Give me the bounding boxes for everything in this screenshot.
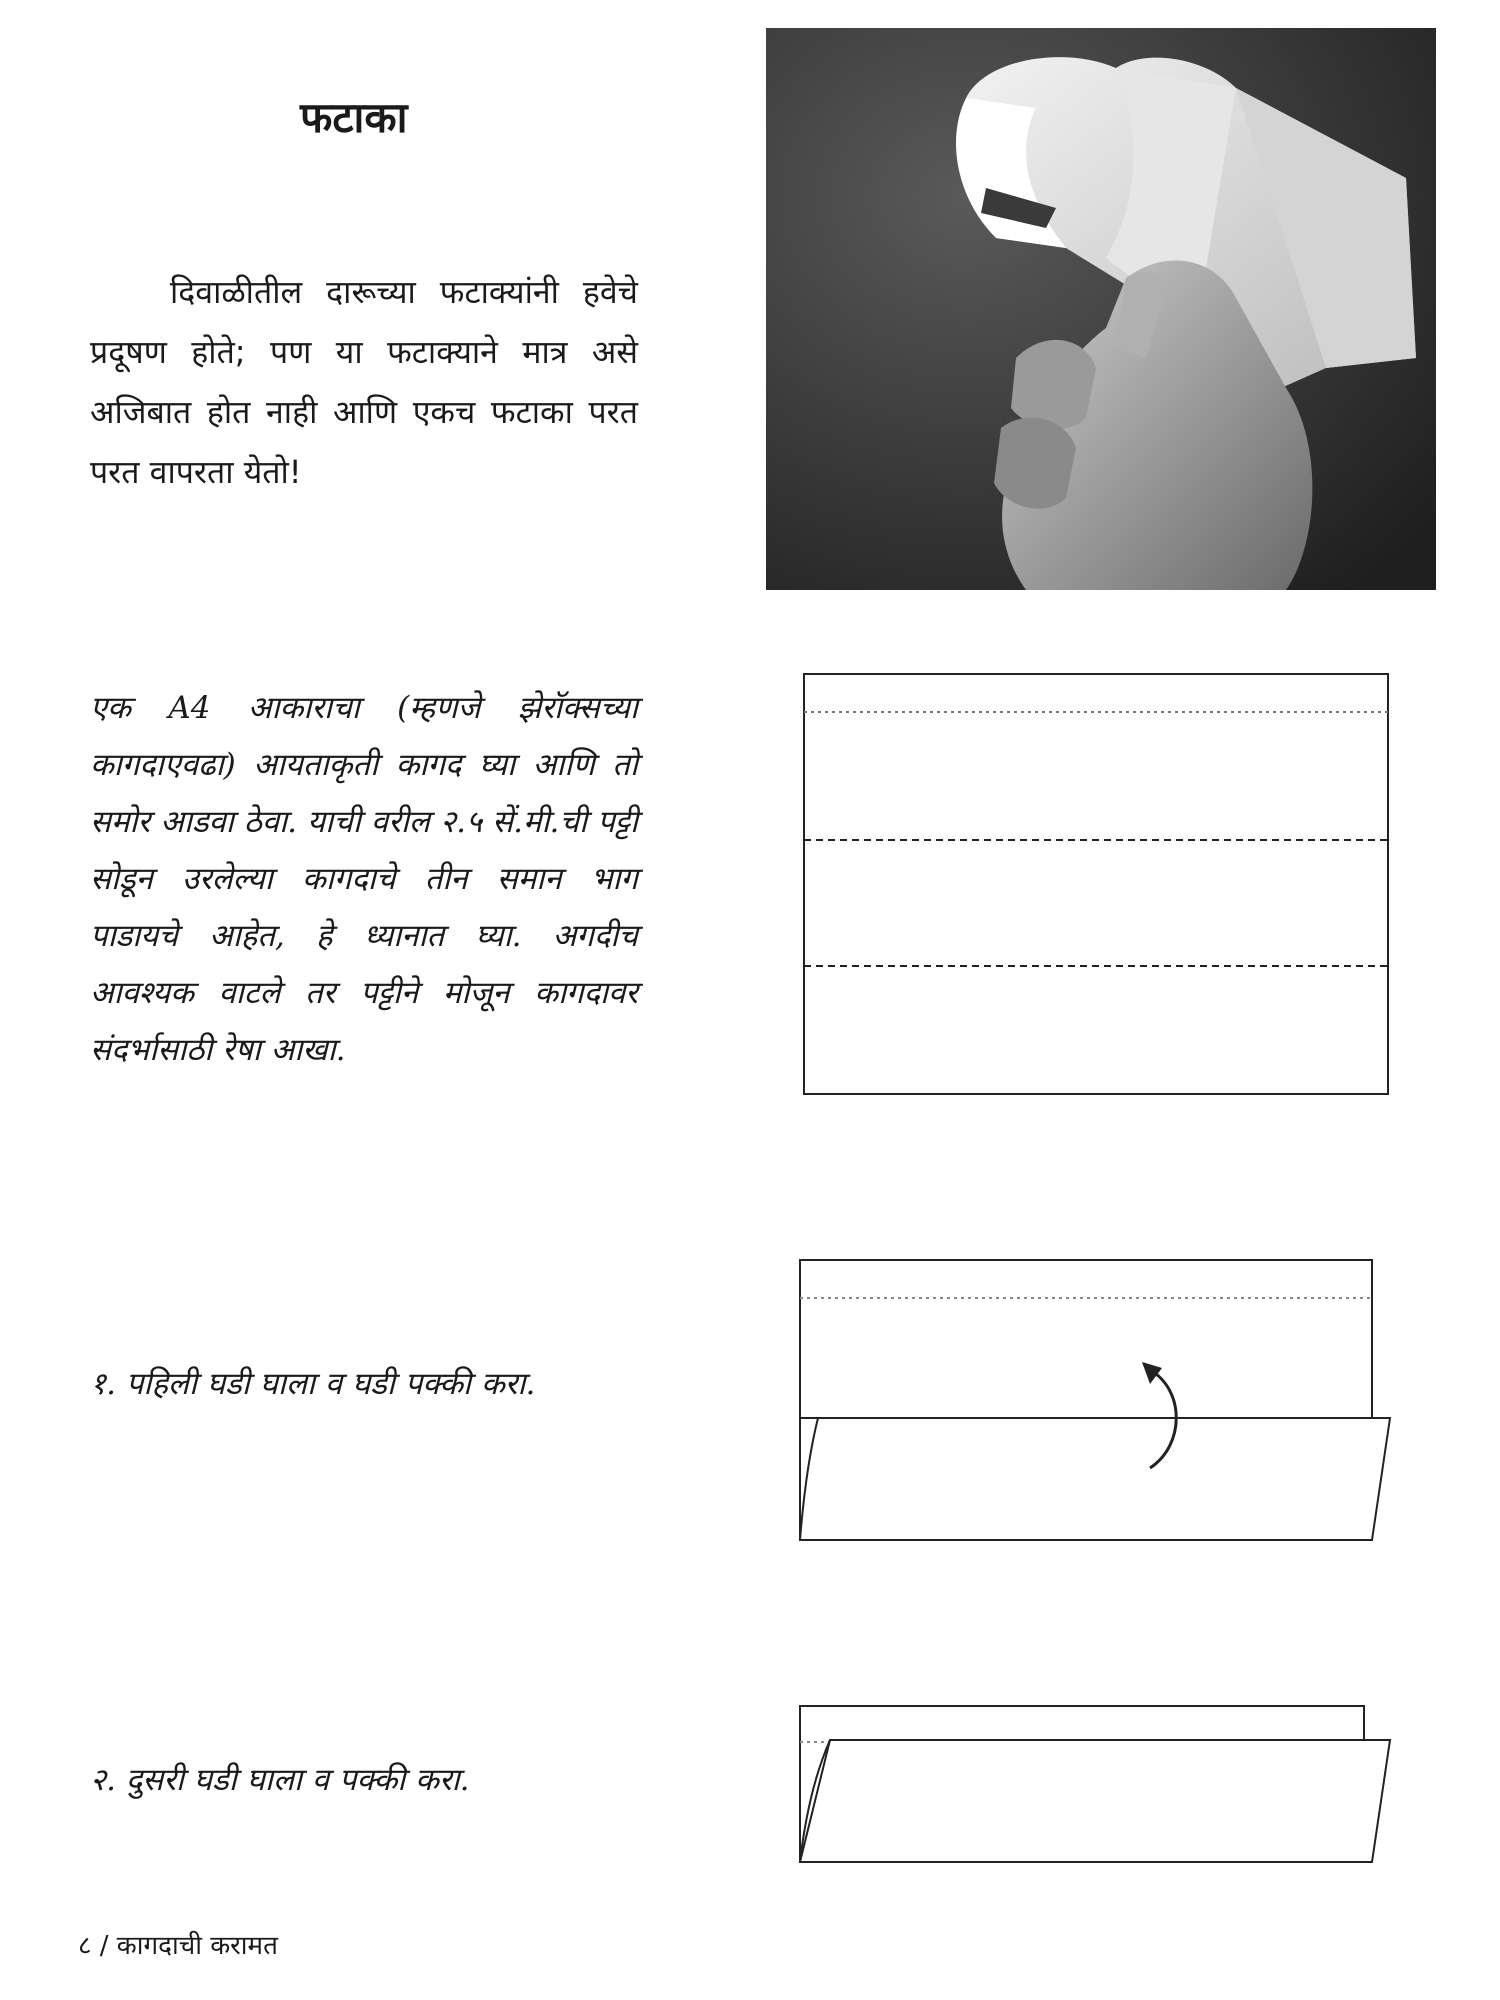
page-footer: ८ / कागदाची करामत [78,1931,278,1961]
paper-banger-photo [766,28,1436,590]
sheet-division-diagram [790,664,1400,1104]
intro-paragraph: दिवाळीतील दारूच्या फटाक्यांनी हवेचे प्रदूषण होते; पण या फटाक्याने मात्र असे अजिबात होत नाही आणि एकच फटाका परत परत वापरता येतो! [90,273,638,491]
instruction-paragraph: एक A4 आकाराचा (म्हणजे झेरॉक्सच्या कागदाएवढा) आयताकृती कागद घ्या आणि तो समोर आडवा ठेवा. याची वरील २.५ सें.मी.ची पट्टी सोडून उरलेल्या कागदाचे तीन समान भाग पाडायचे आहेत, हे ध्यानात घ्या. अगदीच आवश्यक वाटले तर पट्टीने मोजून कागदावर संदर्भासाठी रेषा आखा. [90,690,638,1068]
step-2: २. दुसरी घडी घाला व पक्की करा. [90,1762,470,1798]
first-fold-diagram [790,1250,1400,1550]
page-title: फटाका [300,93,408,142]
second-fold-diagram [790,1700,1400,1870]
step-1: १. पहिली घडी घाला व घडी पक्की करा. [90,1366,536,1402]
